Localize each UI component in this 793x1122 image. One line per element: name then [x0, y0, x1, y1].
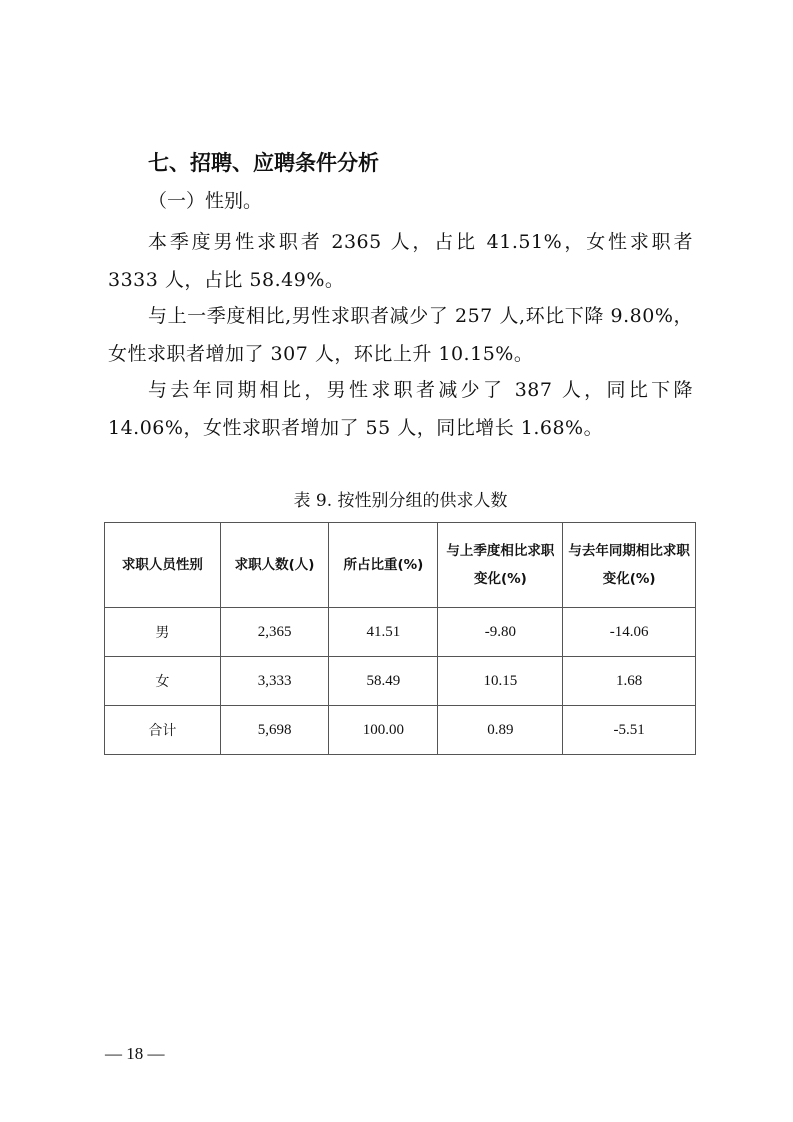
cell-share: 41.51 — [329, 608, 438, 657]
cell-gender: 合计 — [105, 706, 221, 755]
table-row — [105, 657, 696, 706]
cell-quarter-change: 10.15 — [438, 657, 563, 706]
cell-quarter-change: -9.80 — [438, 608, 563, 657]
header-gender: 求职人员性别 — [105, 523, 221, 608]
header-job-seekers: 求职人数(人) — [220, 523, 329, 608]
header-year-change: 与去年同期相比求职变化(%) — [563, 523, 696, 608]
subsection-heading: （一）性别。 — [148, 190, 263, 212]
cell-year-change: -5.51 — [563, 706, 696, 755]
table-caption: 表 9. 按性别分组的供求人数 — [293, 491, 508, 511]
cell-gender: 男 — [105, 608, 221, 657]
table-row — [105, 608, 696, 657]
header-share: 所占比重(%) — [329, 523, 438, 608]
paragraph-current-quarter: 本季度男性求职者 2365 人，占比 41.51%，女性求职者 3333 人，占比 58.49%。 — [108, 231, 693, 291]
cell-job-seekers: 2,365 — [220, 608, 329, 657]
cell-share: 58.49 — [329, 657, 438, 706]
cell-quarter-change: 0.89 — [438, 706, 563, 755]
table-header-row — [105, 523, 696, 608]
header-quarter-change: 与上季度相比求职变化(%) — [438, 523, 563, 608]
section-heading: 七、招聘、应聘条件分析 — [148, 151, 379, 175]
paragraph-quarter-comparison: 与上一季度相比,男性求职者减少了 257 人,环比下降 9.80%，女性求职者增加了 307 人，环比上升 10.15%。 — [108, 305, 693, 365]
gender-supply-demand-table — [104, 522, 696, 755]
cell-job-seekers: 5,698 — [220, 706, 329, 755]
table-row-total — [105, 706, 696, 755]
cell-year-change: -14.06 — [563, 608, 696, 657]
cell-share: 100.00 — [329, 706, 438, 755]
cell-gender: 女 — [105, 657, 221, 706]
page-number: — 18 — — [105, 1044, 165, 1063]
cell-job-seekers: 3,333 — [220, 657, 329, 706]
paragraph-year-comparison: 与去年同期相比，男性求职者减少了 387 人，同比下降 14.06%，女性求职者增加了 55 人，同比增长 1.68%。 — [108, 379, 693, 439]
cell-year-change: 1.68 — [563, 657, 696, 706]
